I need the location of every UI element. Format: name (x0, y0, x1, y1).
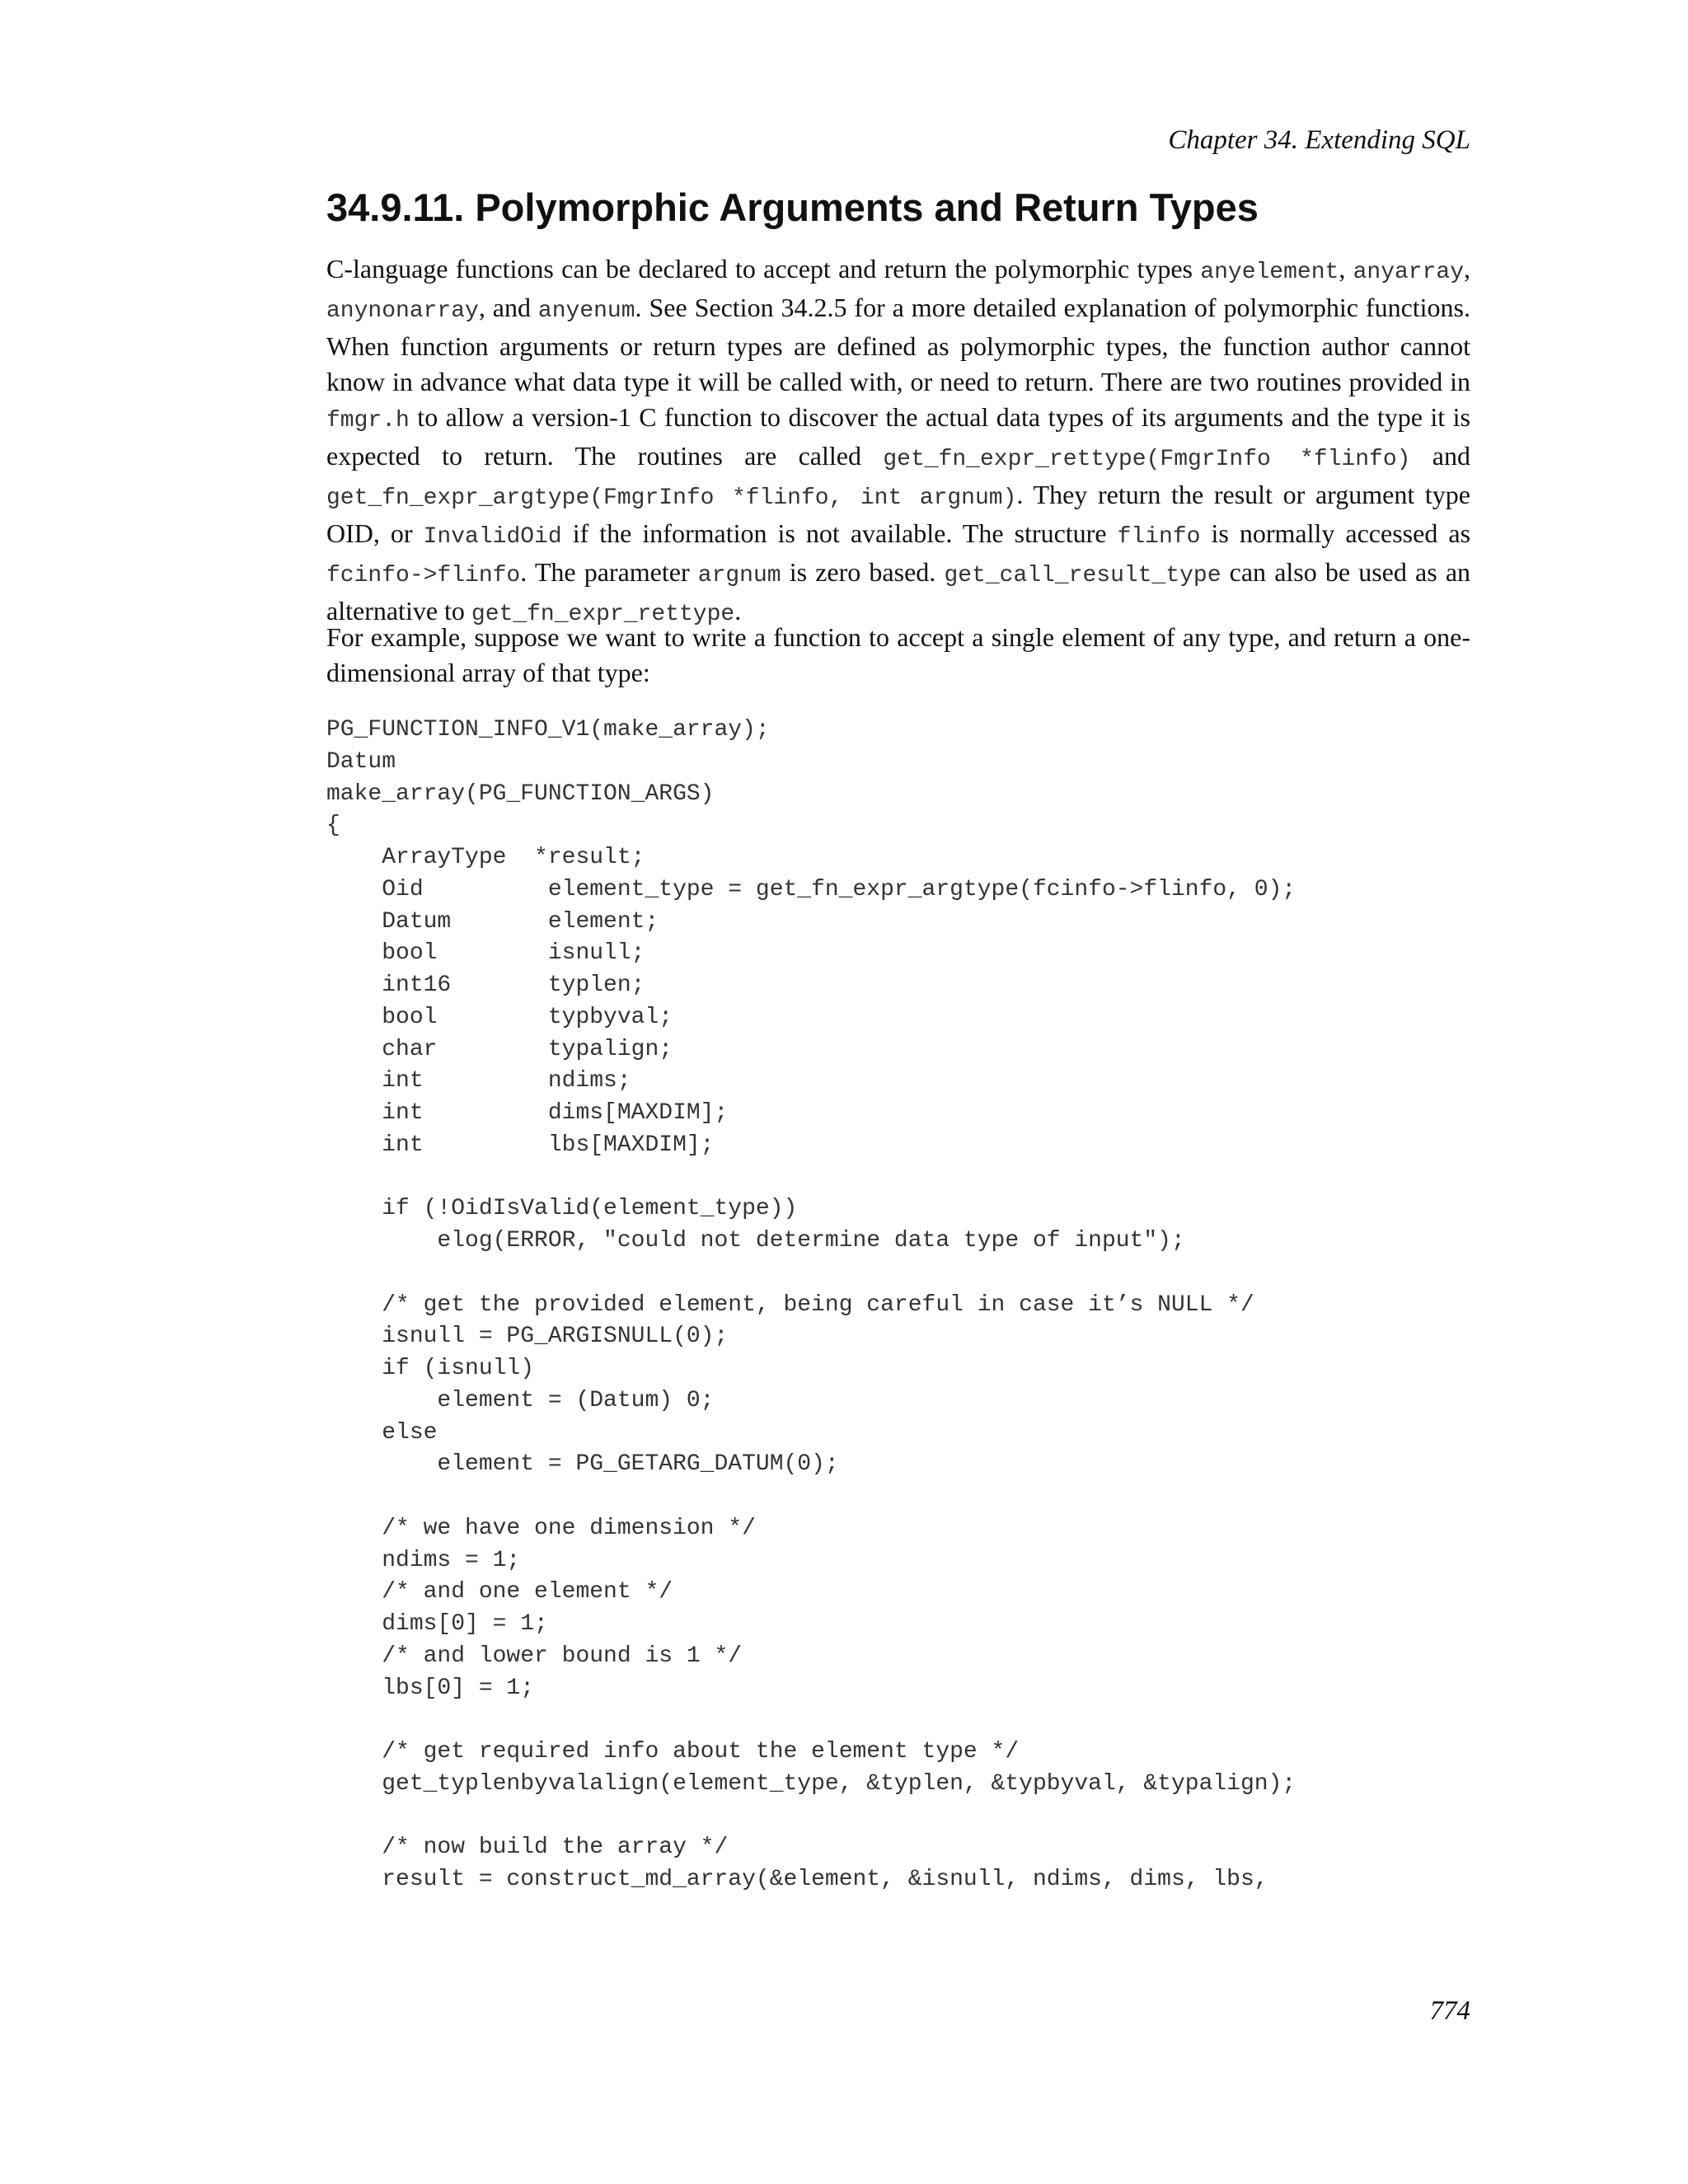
code-line (326, 1258, 1470, 1290)
code-line: /* get the provided element, being careful in case it’s NULL */ (326, 1291, 1254, 1318)
inline-code: flinfo (1117, 524, 1201, 550)
code-line: lbs[0] = 1; (326, 1675, 535, 1701)
paragraph-text: . The parameter (520, 557, 698, 587)
inline-code: argnum (697, 563, 781, 588)
code-line: char typalign; (326, 1036, 673, 1062)
code-line: element = PG_GETARG_DATUM(0); (326, 1451, 839, 1478)
code-line: if (isnull) (326, 1356, 535, 1381)
paragraph-text: , and (478, 293, 538, 322)
code-line: bool typbyval; (326, 1004, 673, 1030)
paragraph-text: . (734, 596, 742, 626)
code-line: Oid element_type = get_fn_expr_argtype(fcinfo->flinfo, 0); (326, 876, 1296, 902)
inline-code: fcinfo->flinfo (326, 563, 521, 588)
paragraph-text: is zero based. (781, 557, 945, 587)
paragraph-text: can also be used as an alternative to (326, 557, 1471, 626)
inline-code: InvalidOid (423, 524, 562, 550)
example-paragraph: For example, suppose we want to write a function to accept a single element of any type, and return a one-dimensional array of that type: (326, 622, 1470, 687)
code-line: Datum (326, 748, 396, 775)
page-number: 774 (1429, 1996, 1470, 2026)
paragraph-text: to allow a version-1 C function to discover the actual data types of its arguments and the type it is expected to return. The routines are called (326, 402, 1470, 471)
code-line: get_typlenbyvalalign(element_type, &typlen, &typbyval, &typalign); (326, 1770, 1296, 1797)
inline-code: anynonarray (326, 298, 479, 324)
code-line: elog(ERROR, "could not determine data type of input"); (326, 1228, 1185, 1254)
intro-paragraph (326, 251, 1470, 632)
code-line (326, 1801, 1470, 1833)
paragraph-text: C-language functions can be declared to accept and return the polymorphic types (326, 254, 1201, 284)
code-line: if (!OidIsValid(element_type)) (326, 1196, 798, 1222)
code-line: int dims[MAXDIM]; (326, 1100, 729, 1126)
paragraph-text: . See Section 34.2.5 for a more detailed explanation of polymorphic functions. When function arguments or return types are defined as polymorphic types, the function author cannot know in advance what data type it will be called with, or need to return. There are two routines provided in (326, 293, 1471, 396)
running-header: Chapter 34. Extending SQL (1168, 125, 1470, 155)
paragraph-text: , (1464, 254, 1471, 284)
code-line: isnull = PG_ARGISNULL(0); (326, 1324, 729, 1350)
inline-code: get_call_result_type (944, 563, 1221, 588)
code-line: ArrayType *result; (326, 845, 645, 870)
code-line: result = construct_md_array(&element, &isnull, ndims, dims, lbs, (326, 1867, 1268, 1892)
code-line (326, 1704, 1470, 1736)
code-line: PG_FUNCTION_INFO_V1(make_array); (326, 717, 770, 743)
code-line: bool isnull; (326, 940, 645, 967)
code-line (326, 1481, 1470, 1513)
inline-code: anyarray (1353, 260, 1465, 285)
code-line: /* now build the array */ (326, 1835, 729, 1861)
paragraph-text: , (1339, 254, 1353, 284)
inline-code: get_fn_expr_rettype (471, 602, 735, 627)
code-line: /* get required info about the element type */ (326, 1739, 1020, 1765)
code-line: int lbs[MAXDIM]; (326, 1132, 715, 1158)
inline-code: get_fn_expr_rettype(FmgrInfo *flinfo) (883, 447, 1411, 472)
code-line: dims[0] = 1; (326, 1611, 548, 1637)
code-line (326, 1162, 1470, 1194)
inline-code: get_fn_expr_argtype(FmgrInfo *flinfo, int argnum) (326, 485, 1017, 511)
section-title: 34.9.11. Polymorphic Arguments and Return Types (326, 185, 1259, 229)
inline-code: anyelement (1200, 260, 1339, 285)
code-line: Datum element; (326, 908, 659, 935)
paragraph-text: is normally accessed as (1200, 518, 1471, 548)
code-line: make_array(PG_FUNCTION_ARGS) (326, 780, 715, 807)
paragraph-text: . They return the result or argument type OID, or (326, 480, 1470, 548)
code-line: /* we have one dimension */ (326, 1515, 756, 1541)
code-line: /* and one element */ (326, 1579, 673, 1605)
code-line: element = (Datum) 0; (326, 1387, 715, 1413)
code-line: /* and lower bound is 1 */ (326, 1643, 743, 1669)
code-line: int16 typlen; (326, 972, 645, 998)
code-line: else (326, 1419, 438, 1446)
code-line: ndims = 1; (326, 1547, 521, 1573)
code-listing (326, 715, 1470, 1896)
paragraph-text: if the information is not available. The structure (561, 518, 1118, 548)
paragraph-text: and (1410, 441, 1470, 471)
inline-code: fmgr.h (326, 408, 410, 434)
code-line: { (326, 813, 340, 839)
code-line: int ndims; (326, 1068, 631, 1094)
inline-code: anyenum (537, 298, 635, 324)
